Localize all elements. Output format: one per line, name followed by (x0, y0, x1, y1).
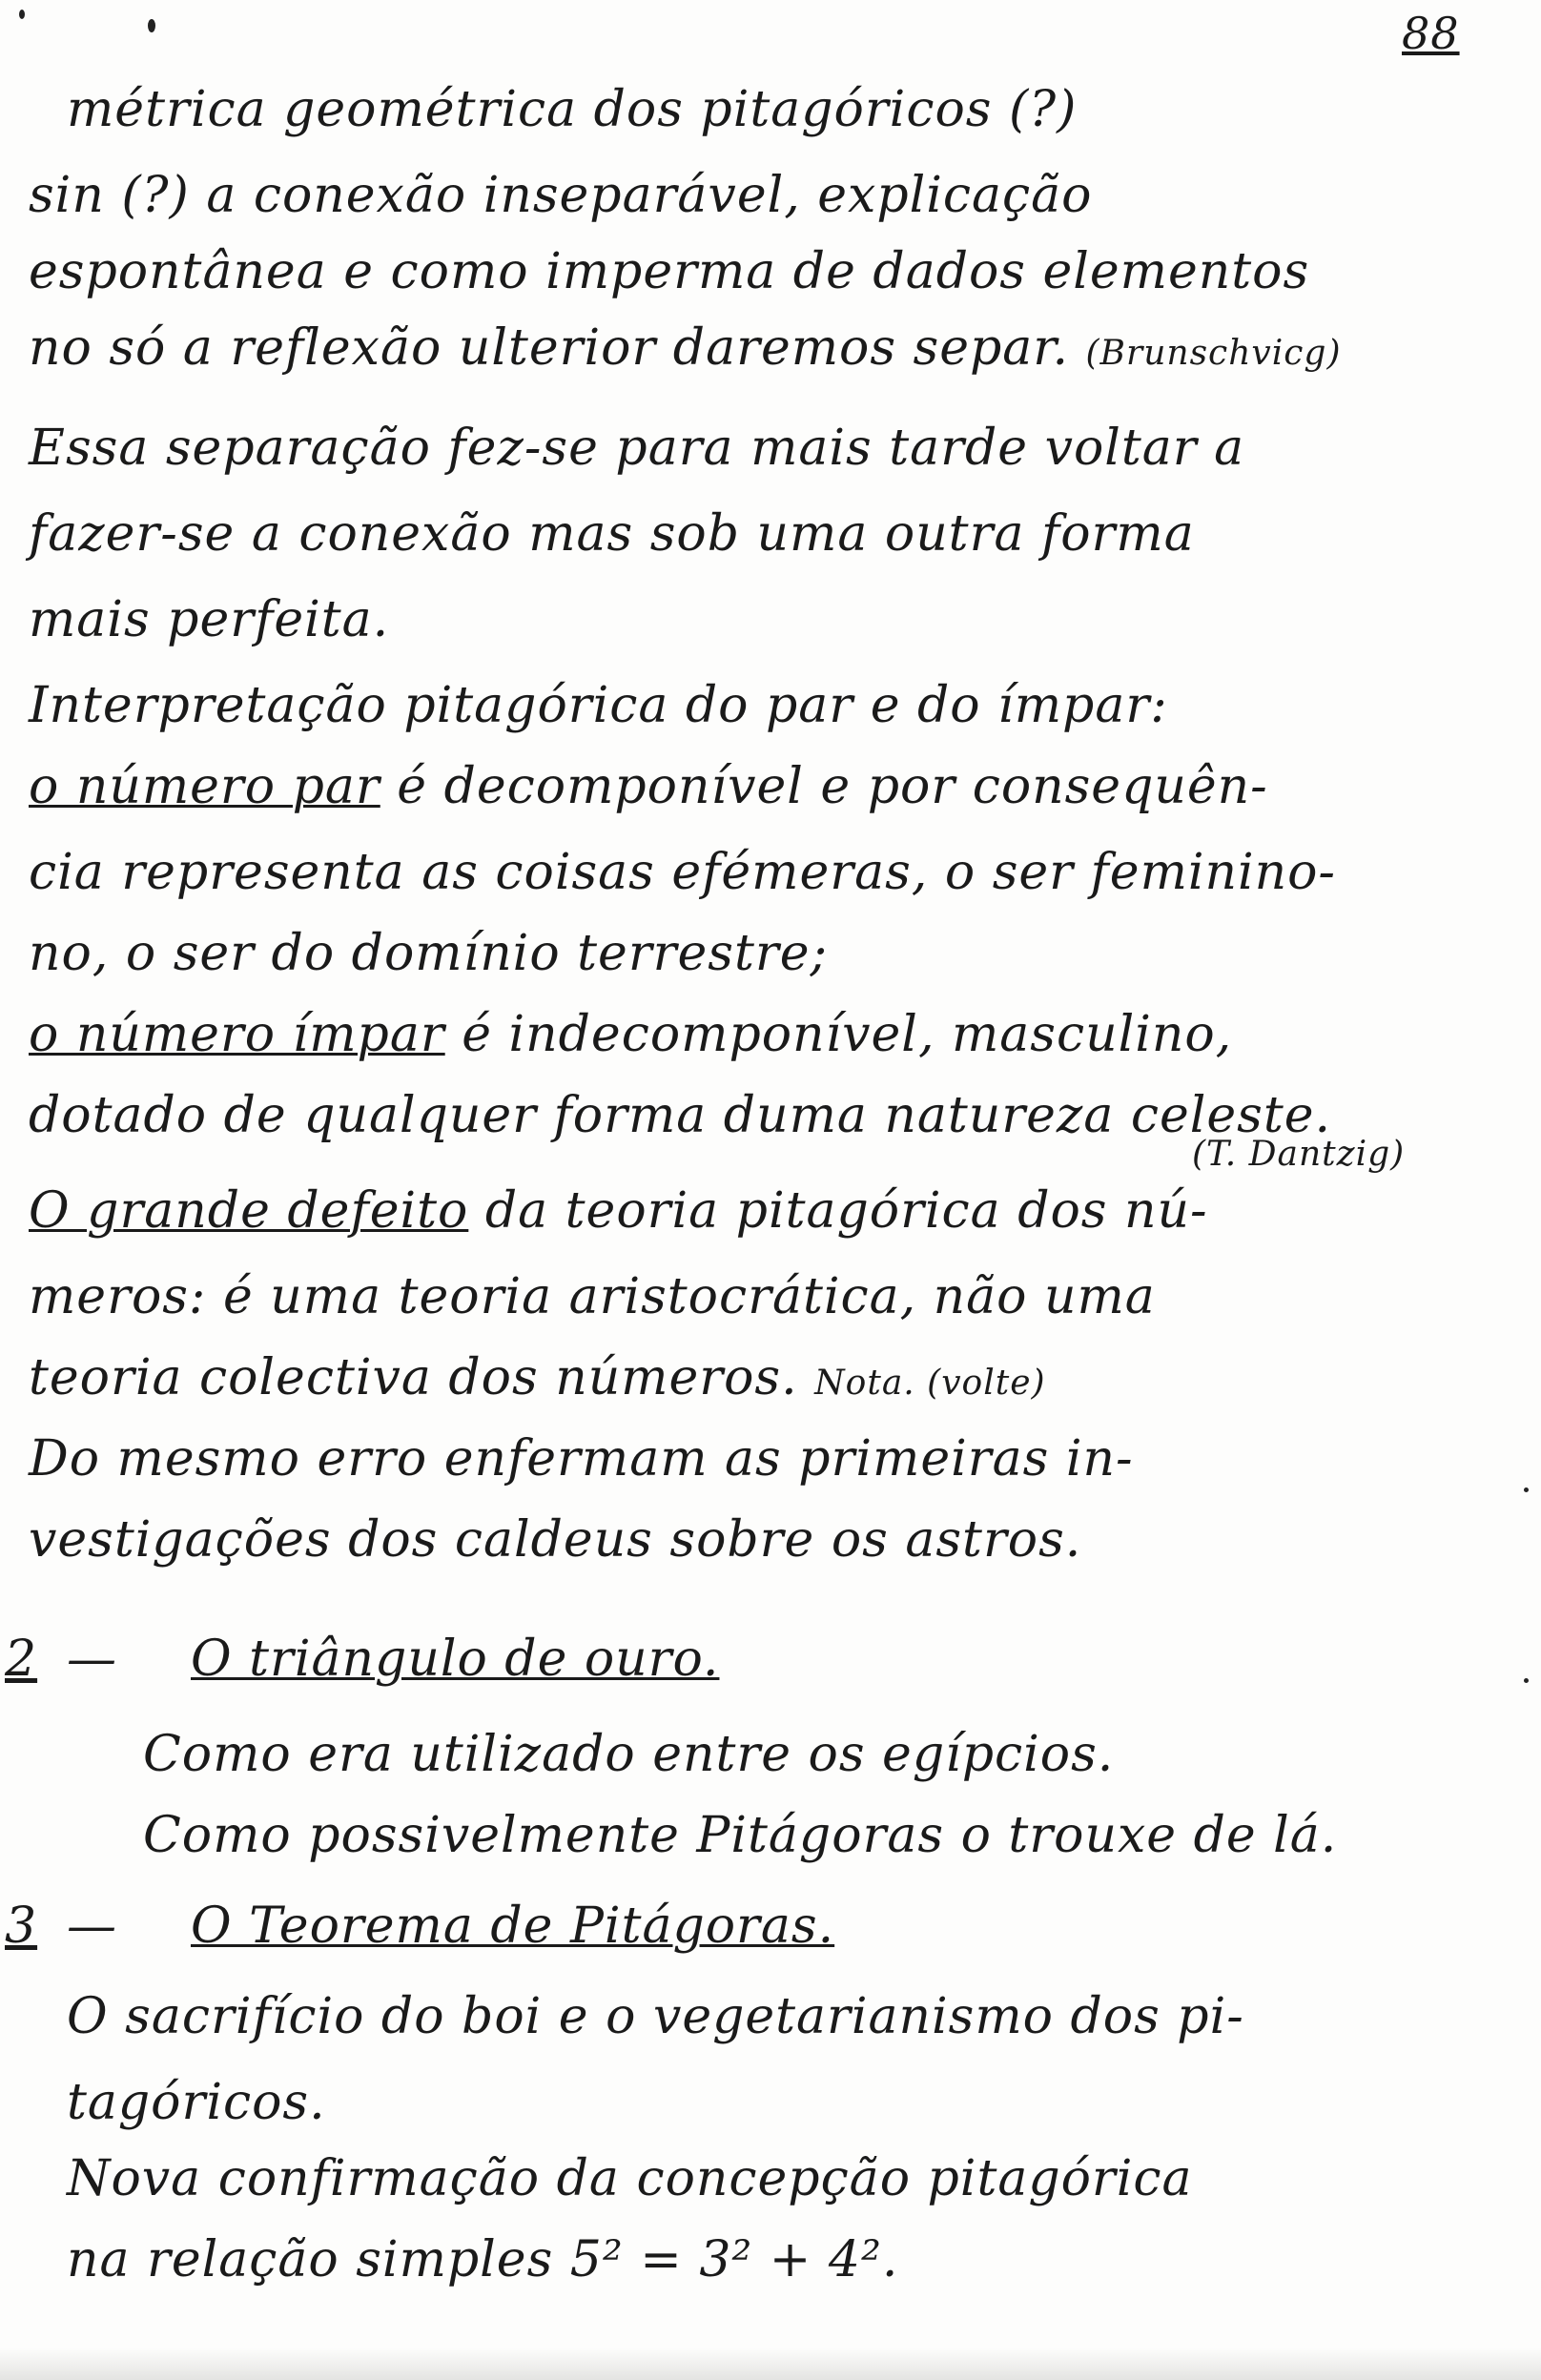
page-bottom-edge (0, 2348, 1541, 2380)
text-line (29, 1006, 1232, 1063)
scan-speck (1524, 1678, 1529, 1683)
text-line: sin (?) a conexão inseparável, explicação (29, 167, 1093, 224)
text-line: meros: é uma teoria aristocrática, não uma (29, 1268, 1156, 1325)
text-line: fazer-se a conexão mas sob uma outra forma (29, 505, 1195, 563)
text-line: na relação simples 5² = 3² + 4². (67, 2231, 899, 2288)
text-line: métrica geométrica dos pitagóricos (?) (67, 81, 1078, 138)
text-line: vestigações dos caldeus sobre os astros. (29, 1511, 1082, 1569)
text-line (29, 319, 1342, 377)
underlined-term: O grande defeito (29, 1182, 469, 1240)
text-line: tagóricos. (67, 2074, 326, 2131)
text-line: Essa separação fez-se para mais tarde voltar a (29, 420, 1245, 477)
page-number: 88 (1402, 8, 1460, 59)
text-fragment: da teoria pitagórica dos nú- (484, 1182, 1208, 1240)
text-line: Nova confirmação da concepção pitagórica (67, 2150, 1193, 2207)
text-line: mais perfeita. (29, 591, 390, 648)
section-number: 3 (5, 1898, 38, 1955)
citation: (Brunschvicg) (1085, 334, 1342, 373)
text-line: espontânea e como imperma de dados elementos (29, 243, 1310, 300)
underlined-term: o número ímpar (29, 1006, 445, 1063)
text-line: Como era utilizado entre os egípcios. (143, 1726, 1115, 1783)
section-dash: — (67, 1631, 117, 1688)
text-fragment: teoria colectiva dos números. (29, 1349, 798, 1406)
text-line: cia representa as coisas efémeras, o ser feminino- (29, 844, 1336, 901)
text-line (29, 1349, 1046, 1406)
scan-speck (1524, 1488, 1529, 1492)
text-line: Como possivelmente Pitágoras o trouxe de lá. (143, 1807, 1338, 1864)
text-line: Do mesmo erro enfermam as primeiras in- (29, 1430, 1134, 1488)
text-fragment: é decomponível e por consequên- (397, 758, 1268, 815)
text-line: O sacrifício do boi e o vegetarianismo dos pi- (67, 1988, 1244, 2045)
section-number: 2 (5, 1631, 38, 1688)
underlined-term: o número par (29, 758, 380, 815)
scan-speck (19, 10, 25, 19)
text-line: Interpretação pitagórica do par e do ímpar: (29, 677, 1168, 734)
scan-speck (148, 19, 155, 32)
section-title: O Teorema de Pitágoras. (191, 1898, 835, 1955)
section-title: O triângulo de ouro. (191, 1631, 720, 1688)
text-line: dotado de qualquer forma duma natureza celeste. (29, 1087, 1332, 1144)
text-fragment: é indecomponível, masculino, (462, 1006, 1233, 1063)
citation: (T. Dantzig) (1192, 1135, 1406, 1174)
text-fragment: no só a reflexão ulterior daremos separ. (29, 319, 1069, 377)
text-line (29, 758, 1268, 815)
section-dash: — (67, 1898, 117, 1955)
text-line: no, o ser do domínio terrestre; (29, 925, 829, 982)
citation: Nota. (volte) (814, 1364, 1046, 1403)
text-line (29, 1182, 1208, 1240)
